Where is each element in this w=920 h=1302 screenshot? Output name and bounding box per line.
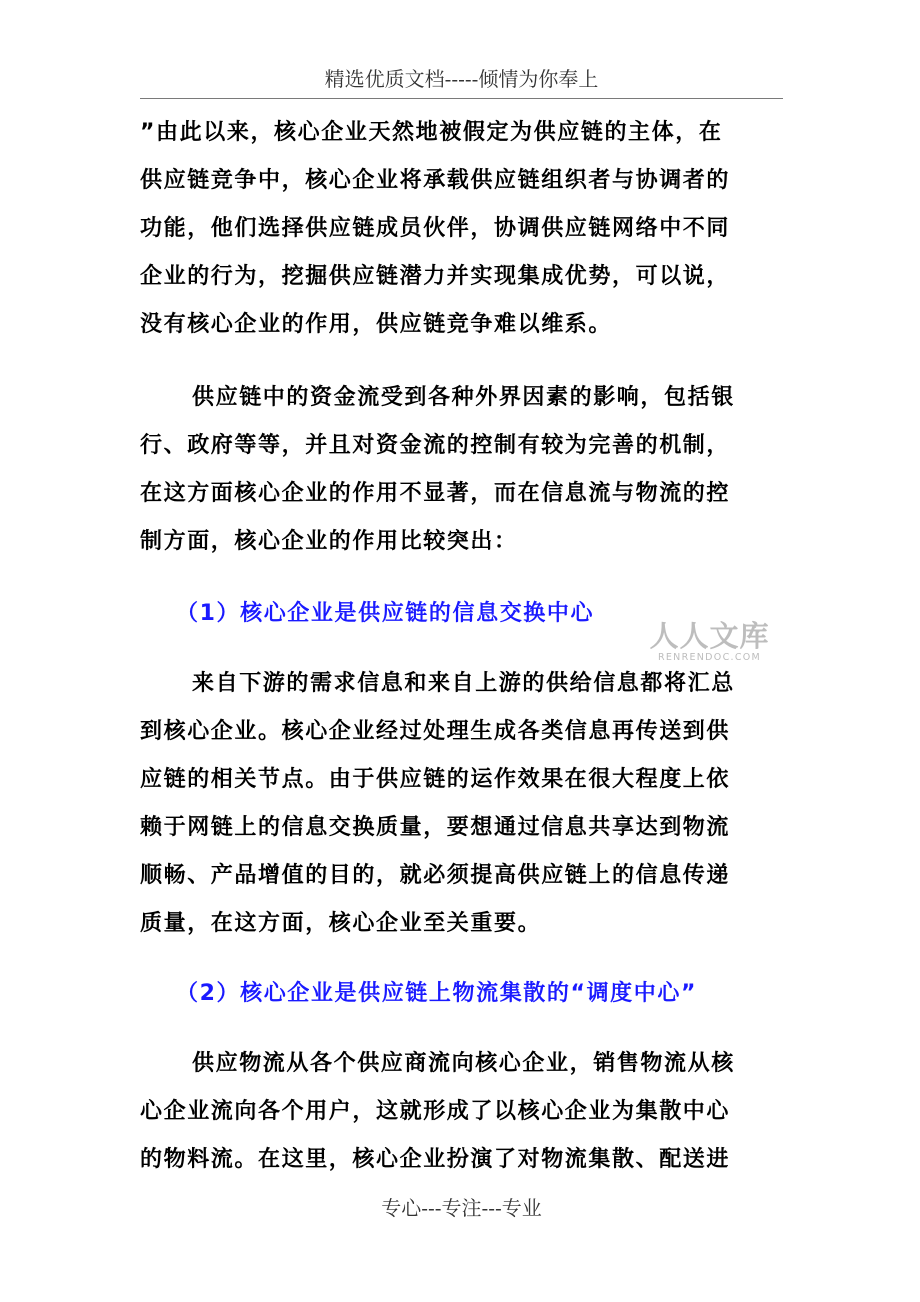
text-line: 供应物流从各个供应商流向核心企业，销售物流从核	[192, 1051, 735, 1076]
text-line: 心企业流向各个用户，这就形成了以核心企业为集散中心	[140, 1099, 731, 1124]
text-line: 顺畅、产品增值的目的，就必须提高供应链上的信息传递	[140, 863, 731, 888]
text-line: 到核心企业。核心企业经过处理生成各类信息再传送到供	[140, 719, 731, 744]
text-line: 来自下游的需求信息和来自上游的供给信息都将汇总	[192, 671, 735, 696]
heading-text: （2）核心企业是供应链上物流集散的“调度中心”	[176, 981, 698, 1006]
text-line: 企业的行为，挖掘供应链潜力并实现集成优势，可以说，	[140, 264, 731, 289]
watermark-title: 人人文库	[649, 619, 770, 653]
paragraph-3	[140, 660, 775, 948]
text-line: 赖于网链上的信息交换质量，要想通过信息共享达到物流	[140, 815, 731, 840]
paragraph-4	[140, 1040, 775, 1184]
text-line: 行、政府等等，并且对资金流的控制有较为完善的机制，	[140, 433, 731, 458]
text-line: 的物料流。在这里，核心企业扮演了对物流集散、配送进	[140, 1147, 731, 1172]
heading-text: （1）核心企业是供应链的信息交换中心	[176, 601, 595, 626]
watermark-subtitle: RENRENDOC.COM	[657, 652, 762, 663]
text-line: 功能，他们选择供应链成员伙伴，协调供应链网络中不同	[140, 216, 731, 241]
text-line: 质量，在这方面，核心企业至关重要。	[140, 911, 542, 936]
section-heading-2	[140, 970, 775, 1018]
text-line: 应链的相关节点。由于供应链的运作效果在很大程度上依	[140, 767, 731, 792]
section-heading-1	[140, 590, 775, 638]
text-line: 制方面，核心企业的作用比较突出：	[140, 529, 518, 554]
text-line: ”由此以来，核心企业天然地被假定为供应链的主体，在	[140, 120, 723, 145]
paragraph-2	[140, 374, 775, 566]
page-footer: 专心---专注---专业	[381, 1196, 542, 1220]
text-line: 供应链中的资金流受到各种外界因素的影响，包括银	[192, 385, 735, 410]
text-line: 在这方面核心企业的作用不显著，而在信息流与物流的控	[140, 481, 731, 506]
text-line: 供应链竞争中，核心企业将承载供应链组织者与协调者的	[140, 168, 731, 193]
paragraph-1	[140, 109, 775, 349]
text-line: 没有核心企业的作用，供应链竞争难以维系。	[140, 312, 613, 337]
page-header: 精选优质文档-----倾情为你奉上	[140, 62, 783, 99]
